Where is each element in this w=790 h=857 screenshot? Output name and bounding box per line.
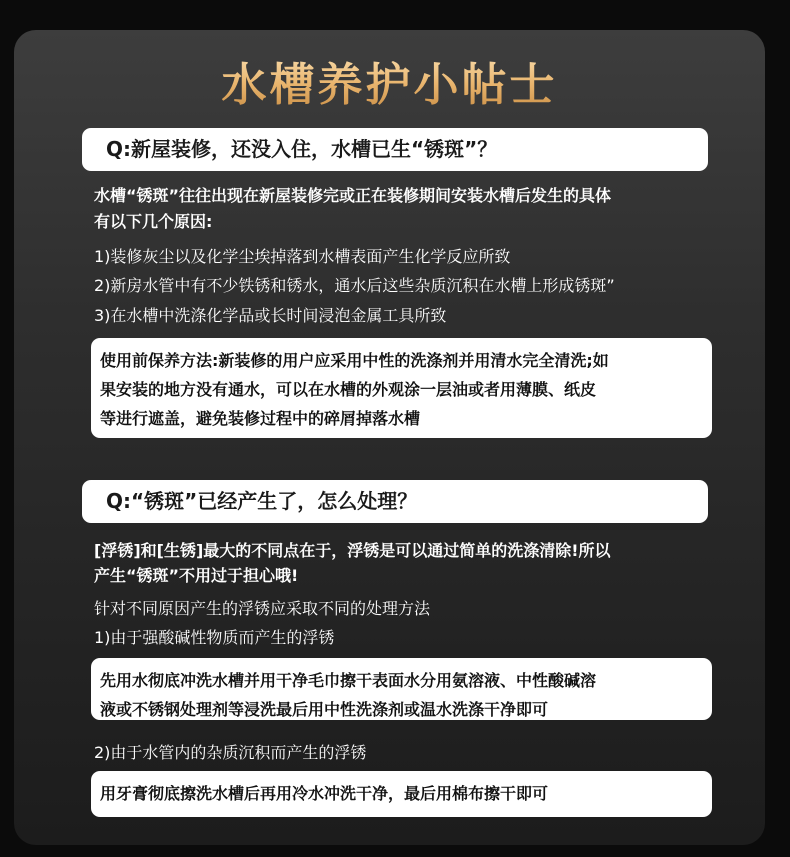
question-1-banner: Q:新屋装修，还没入住，水槽已生“锈斑”？ [82,128,708,171]
reason-1: 1)装修灰尘以及化学尘埃掉落到水槽表面产生化学反应所致 [94,247,511,266]
tip-line-2: 果安装的地方没有通水，可以在水槽的外观涂一层油或者用薄膜、纸皮 [100,380,597,399]
case-1-label: 1)由于强酸碱性物质而产生的浮锈 [94,628,335,647]
case1-tip-line-2: 液或不锈钢处理剂等浸洗最后用中性洗涤剂或温水洗涤干净即可 [100,700,549,719]
case-1-solution-box [91,658,712,720]
tip-line-1: 使用前保养方法:新装修的用户应采用中性的洗涤剂并用清水完全清洗;如 [100,351,609,370]
question-2-banner: Q:“锈斑”已经产生了，怎么处理？ [82,480,708,523]
reason-2: 2)新房水管中有不少铁锈和锈水，通水后这些杂质沉积在水槽上形成锈斑” [94,276,615,295]
case-2-label: 2)由于水管内的杂质沉积而产生的浮锈 [94,743,367,762]
reason-3: 3)在水槽中洗涤化学品或长时间浸泡金属工具所致 [94,306,447,325]
tips-card [14,30,765,845]
section1-intro-line-2: 有以下几个原因: [94,212,213,231]
section1-intro-line-1: 水槽“锈斑”往往出现在新屋装修完或正在装修期间安装水槽后发生的具体 [94,186,612,205]
section2-intro-line-2: 产生“锈斑”不用过于担心哦! [94,566,299,585]
case-2-solution-box [91,771,712,817]
case1-tip-line-1: 先用水彻底冲洗水槽并用干净毛巾擦干表面水分用氨溶液、中性酸碱溶 [100,671,597,690]
section2-intro-line-1: [浮锈]和[生锈]最大的不同点在于，浮锈是可以通过简单的洗涤清除!所以 [94,541,611,560]
method-heading: 针对不同原因产生的浮锈应采取不同的处理方法 [94,599,431,618]
page-title: 水槽养护小帖士 [14,48,765,113]
case2-tip-line: 用牙膏彻底擦洗水槽后再用冷水冲洗干净，最后用棉布擦干即可 [100,784,549,803]
pre-use-maintenance-box [91,338,712,438]
tip-line-3: 等进行遮盖，避免装修过程中的碎屑掉落水槽 [100,409,421,428]
